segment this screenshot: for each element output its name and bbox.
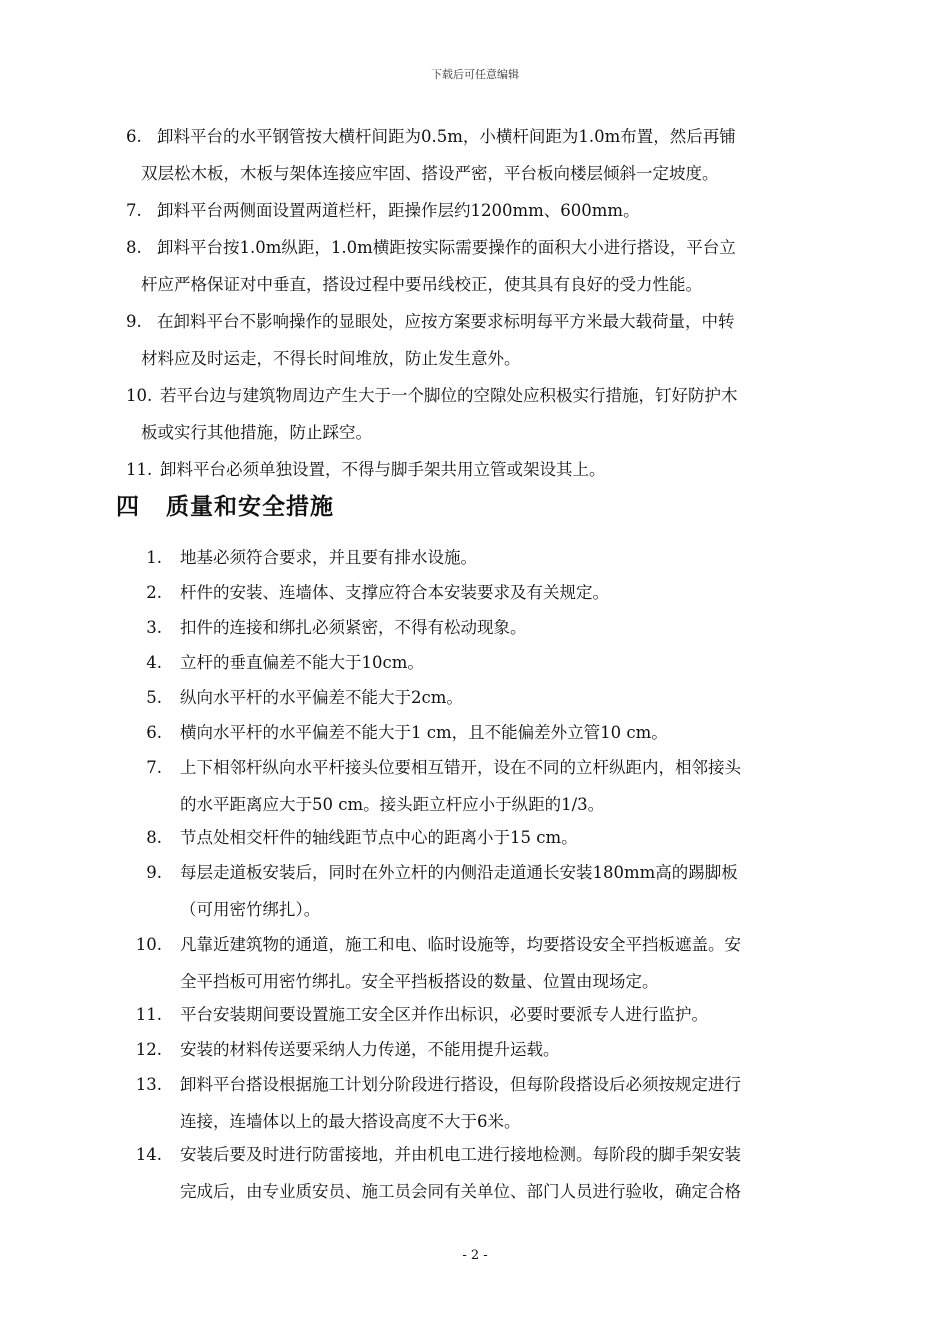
list-item-text-continued: 全平挡板可用密竹绑扎。安全平挡板搭设的数量、位置由现场定。 bbox=[180, 972, 659, 991]
list-item-text: 卸料平台按1.0m纵距，1.0m横距按实际需要操作的面积大小进行搭设，平台立 bbox=[157, 238, 736, 257]
list-item-text: 横向水平杆的水平偏差不能大于1 cm，且不能偏差外立管10 cm。 bbox=[180, 723, 668, 742]
list-item-text: 扣件的连接和绑扎必须紧密，不得有松动现象。 bbox=[180, 618, 527, 637]
list-item-text-continued: 杆应严格保证对中垂直，搭设过程中要吊线校正，使其具有良好的受力性能。 bbox=[141, 275, 702, 294]
list-item-text: 在卸料平台不影响操作的显眼处，应按方案要求标明每平方米最大载荷量，中转 bbox=[157, 312, 735, 331]
list-item-text: 安装后要及时进行防雷接地，并由机电工进行接地检测。每阶段的脚手架安装 bbox=[180, 1145, 741, 1164]
list-item-text: 卸料平台的水平钢管按大横杆间距为0.5m，小横杆间距为1.0m布置，然后再铺 bbox=[157, 127, 736, 146]
list-item-text-continued: 双层松木板，木板与架体连接应牢固、搭设严密，平台板向楼层倾斜一定坡度。 bbox=[141, 164, 719, 183]
list-item-text-continued: 的水平距离应大于50 cm。接头距立杆应小于纵距的1/3。 bbox=[180, 795, 605, 814]
list-item-text: 凡靠近建筑物的通道，施工和电、临时设施等，均要搭设安全平挡板遮盖。安 bbox=[180, 935, 741, 954]
list-item-number: 12. bbox=[135, 1040, 162, 1059]
list-item-text: 地基必须符合要求，并且要有排水设施。 bbox=[180, 548, 477, 567]
page-header: 下载后可任意编辑 bbox=[431, 68, 519, 81]
list-item-text-continued: 连接，连墙体以上的最大搭设高度不大于6米。 bbox=[180, 1112, 521, 1131]
list-item-number: 11. bbox=[126, 460, 153, 479]
list-item-number: 6. bbox=[146, 723, 162, 742]
list-item-number: 7. bbox=[146, 758, 162, 777]
list-item-text-continued: （可用密竹绑扎）。 bbox=[180, 900, 321, 919]
list-item-text: 杆件的安装、连墙体、支撑应符合本安装要求及有关规定。 bbox=[180, 583, 609, 602]
list-item-number: 10. bbox=[126, 386, 153, 405]
list-item-number: 2. bbox=[146, 583, 162, 602]
list-item-text: 纵向水平杆的水平偏差不能大于2cm。 bbox=[180, 688, 463, 707]
list-item-number: 9. bbox=[126, 312, 142, 331]
list-item-text: 卸料平台搭设根据施工计划分阶段进行搭设，但每阶段搭设后必须按规定进行 bbox=[180, 1075, 741, 1094]
list-item-text-continued: 板或实行其他措施，防止踩空。 bbox=[141, 423, 372, 442]
list-item-text: 卸料平台必须单独设置，不得与脚手架共用立管或架设其上。 bbox=[160, 460, 606, 479]
list-item-number: 9. bbox=[146, 863, 162, 882]
list-item-text: 若平台边与建筑物周边产生大于一个脚位的空隙处应积极实行措施，钉好防护木 bbox=[160, 386, 738, 405]
list-item-number: 3. bbox=[146, 618, 162, 637]
list-item-number: 10. bbox=[135, 935, 162, 954]
list-item-number: 4. bbox=[146, 653, 162, 672]
section-heading bbox=[116, 488, 334, 521]
list-item-text: 节点处相交杆件的轴线距节点中心的距离小于15 cm。 bbox=[180, 828, 578, 847]
page-number: - 2 - bbox=[462, 1248, 488, 1263]
list-item-number: 13. bbox=[135, 1075, 162, 1094]
list-item-text: 每层走道板安装后，同时在外立杆的内侧沿走道通长安装180mm高的踢脚板 bbox=[180, 863, 738, 882]
list-item-text: 卸料平台两侧面设置两道栏杆，距操作层约1200mm、600mm。 bbox=[157, 201, 640, 220]
list-item-text: 平台安装期间要设置施工安全区并作出标识，必要时要派专人进行监护。 bbox=[180, 1005, 708, 1024]
section-heading-title: 质量和安全措施 bbox=[166, 494, 334, 520]
list-item-text: 上下相邻杆纵向水平杆接头位要相互错开，设在不同的立杆纵距内，相邻接头 bbox=[180, 758, 741, 777]
list-item-number: 5. bbox=[146, 688, 162, 707]
list-item-text: 安装的材料传送要采纳人力传递，不能用提升运载。 bbox=[180, 1040, 560, 1059]
list-item-number: 7. bbox=[126, 201, 142, 220]
list-item-number: 11. bbox=[135, 1005, 162, 1024]
list-item-text: 立杆的垂直偏差不能大于10cm。 bbox=[180, 653, 424, 672]
list-item-text-continued: 材料应及时运走，不得长时间堆放，防止发生意外。 bbox=[141, 349, 521, 368]
list-item-text-continued: 完成后，由专业质安员、施工员会同有关单位、部门人员进行验收，确定合格 bbox=[180, 1182, 741, 1201]
section-heading-number: 四 bbox=[116, 494, 140, 520]
list-item-number: 1. bbox=[146, 548, 162, 567]
list-item-number: 8. bbox=[126, 238, 142, 257]
list-item-number: 6. bbox=[126, 127, 142, 146]
list-item-number: 14. bbox=[135, 1145, 162, 1164]
list-item-number: 8. bbox=[146, 828, 162, 847]
